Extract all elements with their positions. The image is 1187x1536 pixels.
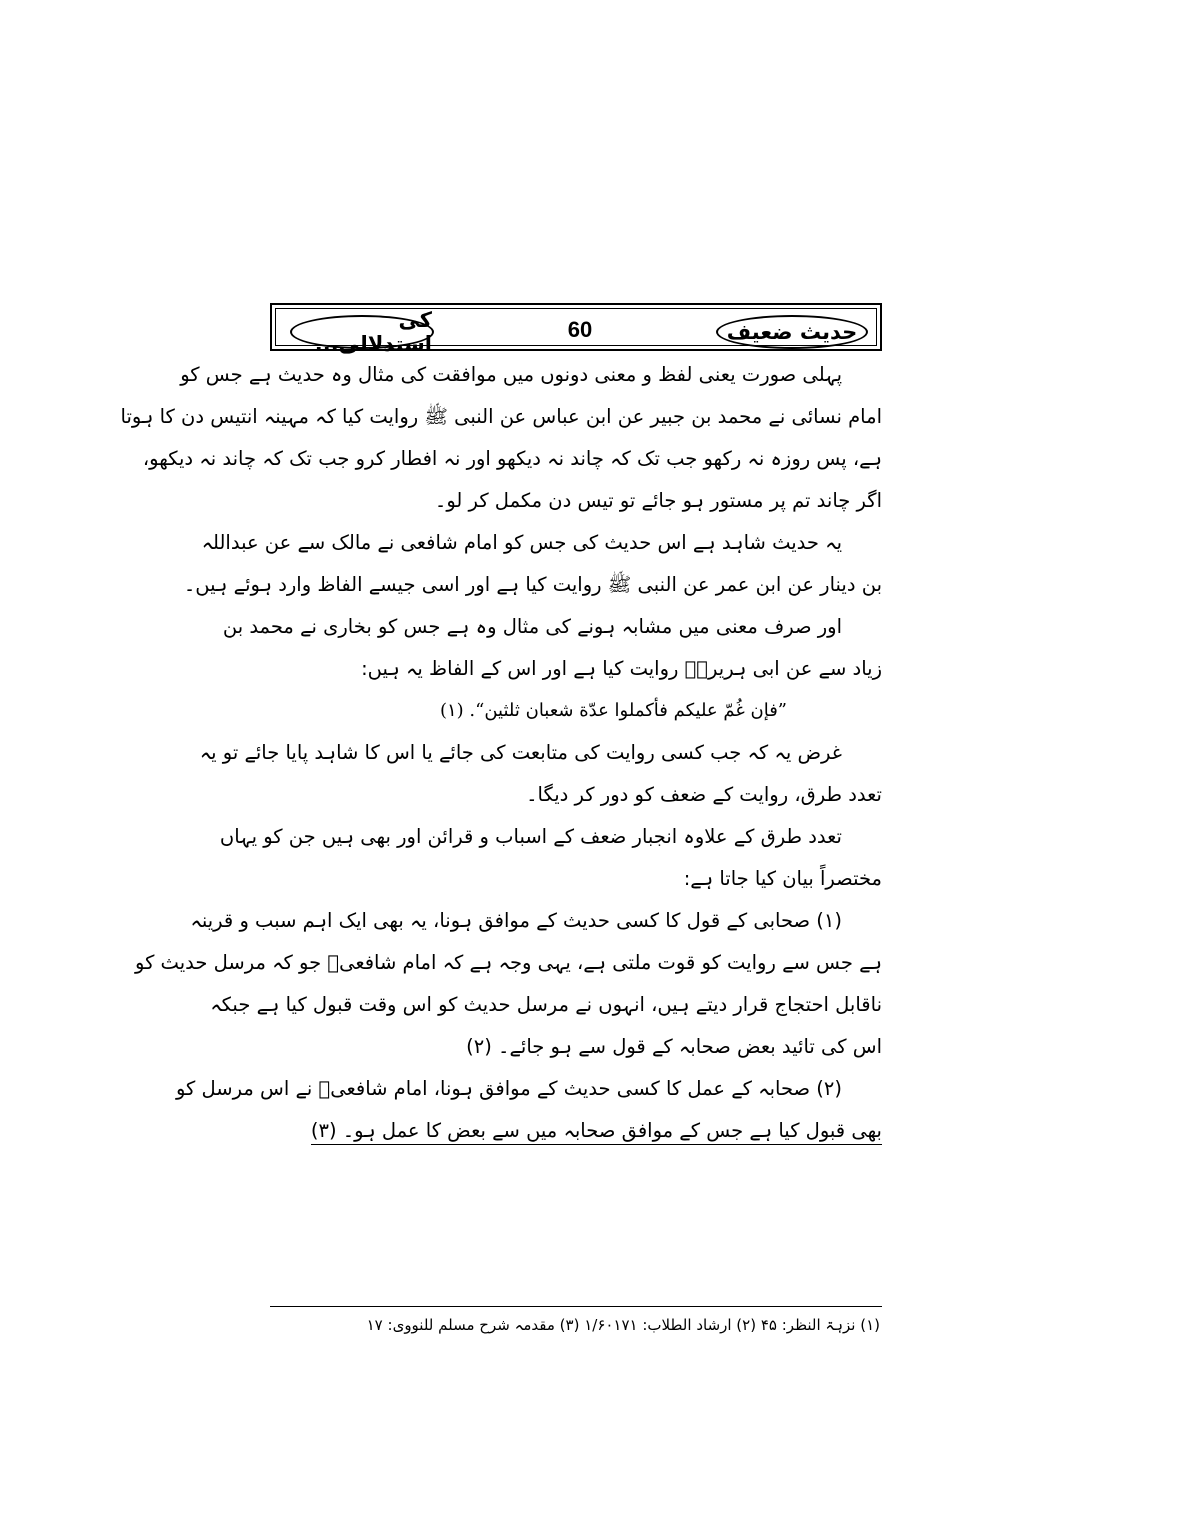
header-title-right [716,315,868,349]
body-text [120,354,882,1152]
text-line: تعدد طرق کے علاوہ انجبار ضعف کے اسباب و قرائن اور بھی ہیں جن کو یہاں [219,825,842,848]
underlined-text: بھی قبول کیا ہے جس کے موافق صحابہ میں سے بعض کا عمل ہو۔ (۳) [311,1119,882,1145]
text-line: اگر چاند تم پر مستور ہو جائے تو تیس دن مکمل کر لو۔ [434,489,882,512]
text-line: امام نسائی نے محمد بن جبیر عن ابن عباس عن النبی ﷺ روایت کیا کہ مہینہ انتیس دن کا ہوتا [120,405,882,428]
footnote-divider [270,1306,882,1307]
header-title-right-text: حدیث ضعیف [726,320,858,344]
text-line: اور صرف معنی میں مشابہ ہونے کی مثال وہ ہے جس کو بخاری نے محمد بن [222,615,842,638]
arabic-quote-line: ”فإن غُمّ علیکم فأکملوا عدّة شعبان ثلثین“. (۱) [439,700,787,721]
text-line: (۲) صحابہ کے عمل کا کسی حدیث کے موافق ہونا، امام شافعیؒ نے اس مرسل کو [175,1077,842,1100]
header-title-left [290,308,434,356]
text-line: یہ حدیث شاہد ہے اس حدیث کی جس کو امام شافعی نے مالک سے عن عبداللہ [201,531,842,554]
text-line: غرض یہ کہ جب کسی روایت کی متابعت کی جائے یا اس کا شاہد پایا جائے تو یہ [199,741,842,764]
text-line: ناقابل احتجاج قرار دیتے ہیں، انہوں نے مرسل حدیث کو اس وقت قبول کیا ہے جبکہ [210,993,882,1016]
text-line: (۱) صحابی کے قول کا کسی حدیث کے موافق ہونا، یہ بھی ایک اہم سبب و قرینہ [190,909,842,932]
page-header [270,303,882,356]
header-title-left-text: کی استدلالی... [314,308,432,356]
text-line-underlined [272,1110,882,1152]
text-line: زیاد سے عن ابی ہریرہؓ روایت کیا ہے اور اس کے الفاظ یہ ہیں: [361,657,882,680]
page-number: 60 [567,317,593,342]
text-line: ہے جس سے روایت کو قوت ملتی ہے، یہی وجہ ہے کہ امام شافعیؒ جو کہ مرسل حدیث کو [135,951,882,974]
text-line: پہلی صورت یعنی لفظ و معنی دونوں میں موافقت کی مثال وہ حدیث ہے جس کو [180,363,842,386]
text-line: مختصراً بیان کیا جاتا ہے: [683,867,882,890]
text-line: بن دینار عن ابن عمر عن النبی ﷺ روایت کیا ہے اور اسی جیسے الفاظ وارد ہوئے ہیں۔ [183,573,882,596]
text-line: اس کی تائید بعض صحابہ کے قول سے ہو جائے۔ (۲) [466,1035,882,1058]
text-line: ہے، پس روزہ نہ رکھو جب تک کہ چاند نہ دیکھو اور نہ افطار کرو جب تک کہ چاند نہ دیکھو، [142,447,882,470]
header-inner-frame [275,308,877,356]
footnote: (۱) نزہۃ النظر: ۴۵ (۲) ارشاد الطلاب: ۱/۶۰۱۷۱ (۳) مقدمہ شرح مسلم للنووی: ۱۷ [366,1316,880,1334]
text-line: تعدد طرق، روایت کے ضعف کو دور کر دیگا۔ [526,783,882,806]
